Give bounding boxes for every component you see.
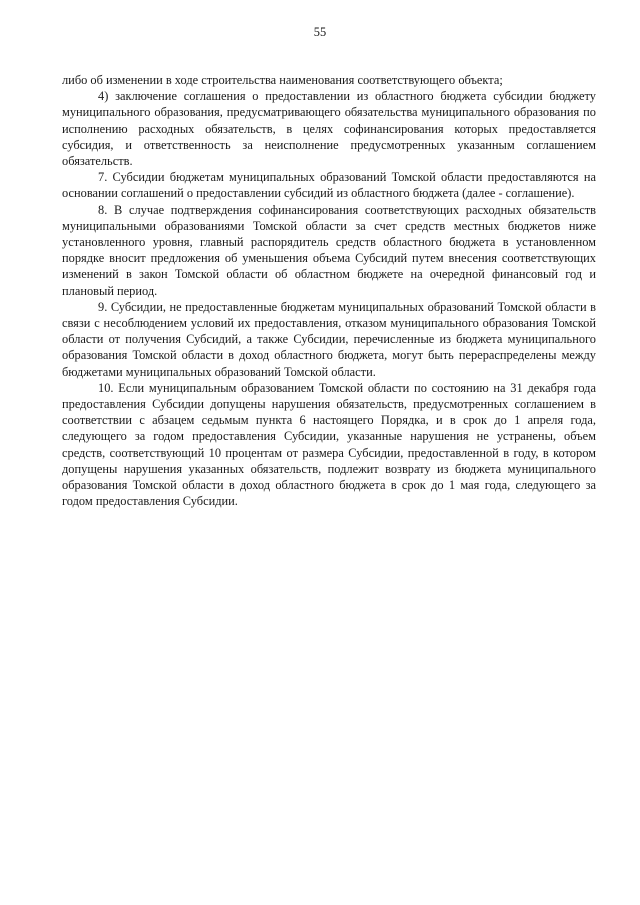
paragraph-continuation: либо об изменении в ходе строительства наименования соответствующего объекта;: [62, 73, 503, 87]
paragraph-10: 10. Если муниципальным образованием Томской области по состоянию на 31 декабря года предоставления Субсидии допущены нарушения обязательств, предусмотренных соглашением в соответствии с абзацем седьмым пункта 6 настоящего Порядка, и в срок до 1 апреля года, следующего за годом предоставления Субсидии, указанные нарушения не устранены, объем средств, соответствующий 10 процентам от размера Субсидии, предоставленной в году, в котором допущены нарушения указанных обязательств, подлежит возврату из бюджета муниципального образования Томской области в доход областного бюджета в срок до 1 мая года, следующего за годом предоставления Субсидии.: [62, 380, 596, 509]
page-number: 55: [313, 25, 327, 39]
paragraph-item-4: 4) заключение соглашения о предоставлении из областного бюджета субсидии бюджету муниципального образования, предусматривающего обязательства муниципального образования по исполнению расходных обязательств, в целях софинансирования которых предоставляется субсидия, и ответственность за неисполнение предусмотренных указанным соглашением обязательств.: [62, 89, 596, 169]
document-body: [62, 72, 596, 509]
paragraph-9: 9. Субсидии, не предоставленные бюджетам муниципальных образований Томской области в связи с несоблюдением условий их предоставления, отказом муниципального образования Томской области от получения Субсидий, а также Субсидии, перечисленные из бюджета муниципального образования Томской области в доход областного бюджета, могут быть перераспределены между бюджетами муниципальных образований Томской области.: [62, 299, 596, 379]
paragraph-8: 8. В случае подтверждения софинансирования соответствующих расходных обязательств муниципальными образованиями Томской области за счет средств местных бюджетов ниже установленного уровня, главный распорядитель средств областного бюджета в установленном порядке вносит предложения об уменьшения объема Субсидий путем внесения соответствующих изменений в закон Томской области об областном бюджете на очередной финансовый год и плановый период.: [62, 202, 596, 298]
paragraph-7: 7. Субсидии бюджетам муниципальных образований Томской области предоставляются на основании соглашений о предоставлении субсидий из областного бюджета (далее - соглашение).: [62, 170, 596, 201]
